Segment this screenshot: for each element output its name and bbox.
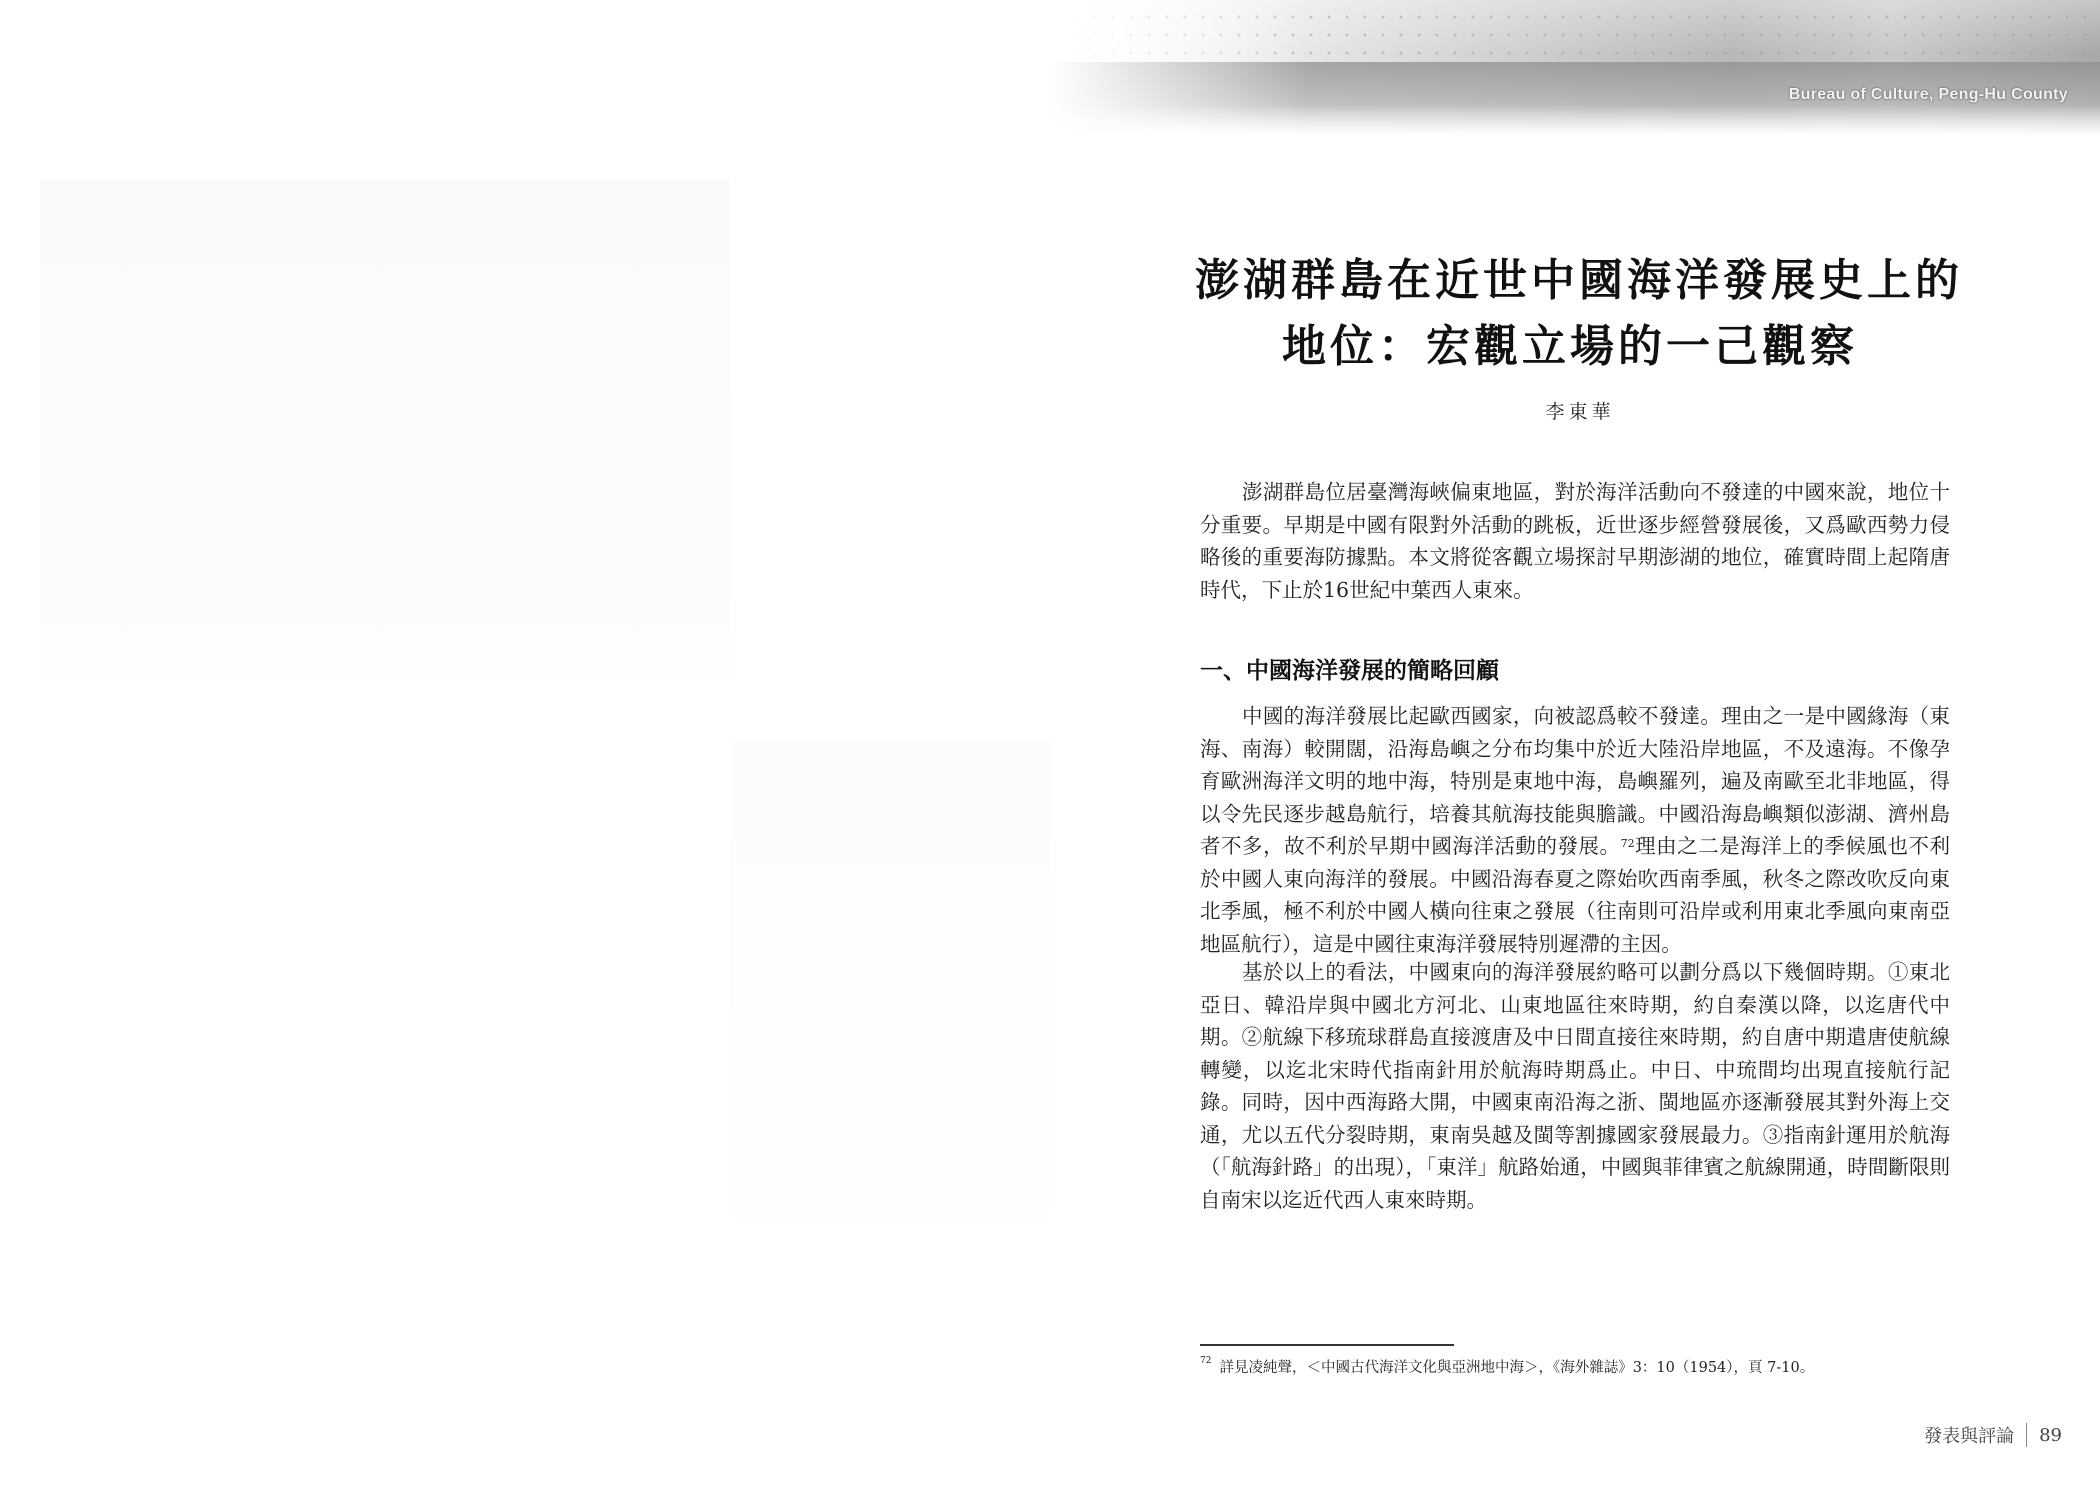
page-footer <box>1924 1422 2062 1448</box>
footnote-number: 72 <box>1200 1356 1212 1366</box>
title-line-2: 地位：宏觀立場的一己觀察 <box>1282 321 1858 372</box>
footnote-reference[interactable]: 72 <box>1620 837 1635 850</box>
footnote-text: 詳見凌純聲，＜中國古代海洋文化與亞洲地中海＞，《海外雜誌》3：10（1954），頁 7-10。 <box>1219 1360 1815 1376</box>
article-title <box>1195 248 1963 380</box>
body-paragraph-2: 基於以上的看法，中國東向的海洋發展約略可以劃分爲以下幾個時期。①東北亞日、韓沿岸與中國北方河北、山東地區往來時期，約自秦漢以降，以迄唐代中期。②航線下移琉球群島直接渡唐及中日間直接往來時期，約自唐中期遣唐使航線轉變，以迄北宋時代指南針用於航海時期爲止。中日、中琉間均出現直接航行記錄。同時，因中西海路大開，中國東南沿海之浙、閩地區亦逐漸發展其對外海上交通，尤以五代分裂時期，東南吳越及閩等割據國家發展最力。③指南針運用於航海（「航海針路」的出現），「東洋」航路始通，中國與菲律賓之航線開通，時間斷限則自南宋以迄近代西人東來時期。 <box>1200 960 1950 1212</box>
body-paragraph-1-part-a: 中國的海洋發展比起歐西國家，向被認爲較不發達。理由之一是中國緣海（東海、南海）較開闊，沿海島嶼之分布均集中於近大陸沿岸地區，不及遠海。不像孕育歐洲海洋文明的地中海，特別是東地中海，島嶼羅列，遍及南歐至北非地區，得以令先民逐步越島航行，培養其航海技能與膽識。中國沿海島嶼類似澎湖、濟州島者不多，故不利於早期中國海洋活動的發展。 <box>1200 704 1950 858</box>
footnote <box>1200 1356 1960 1377</box>
footer-section-name: 發表與評論 <box>1924 1426 2015 1447</box>
bleed-through-center <box>730 740 1050 1300</box>
page-number: 89 <box>2039 1424 2062 1446</box>
intro-paragraph: 澎湖群島位居臺灣海峽偏東地區，對於海洋活動向不發達的中國來說，地位十分重要。早期是中國有限對外活動的跳板，近世逐步經營發展後，又爲歐西勢力侵略後的重要海防據點。本文將從客觀立場探討早期澎湖的地位，確實時間上起隋唐時代，下止於16世紀中葉西人東來。 <box>1200 480 1950 602</box>
footnote-divider <box>1200 1344 1454 1346</box>
header-caption: Bureau of Culture, Peng-Hu County <box>1788 86 2068 103</box>
author-name: 李東華 <box>1545 401 1615 423</box>
title-line-1: 澎湖群島在近世中國海洋發展史上的 <box>1195 255 1963 306</box>
footer-divider <box>2026 1423 2027 1447</box>
section-heading: 一、中國海洋發展的簡略回顧 <box>1200 657 1499 684</box>
bleed-through-left <box>40 180 730 680</box>
banner-fade-bottom <box>1050 105 2100 135</box>
header-banner <box>1050 0 2100 135</box>
body-paragraph-1 <box>1200 700 1950 960</box>
body-paragraph-1-part-b: 理由之二是海洋上的季候風也不利於中國人東向海洋的發展。中國沿海春夏之際始吹西南季風，秋冬之際改吹反向東北季風，極不利於中國人橫向往東之發展（往南則可沿岸或利用東北季風向東南亞地區航行），這是中國往東海洋發展特別遲滯的主因。 <box>1200 834 1951 956</box>
